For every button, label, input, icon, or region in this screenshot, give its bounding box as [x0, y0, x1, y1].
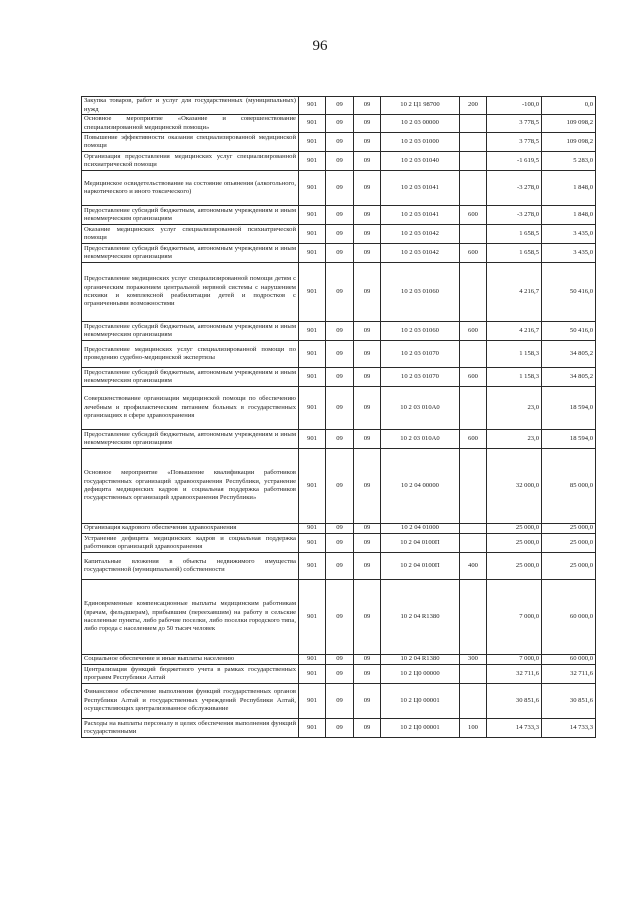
row-target-article: 10 2 03 01000: [381, 133, 460, 152]
row-name: Капитальные вложения в объекты недвижимого имущества государственной (муниципальной) собственности: [82, 553, 299, 580]
row-admin-code: 901: [299, 524, 326, 534]
row-target-article: 10 2 03 01060: [381, 322, 460, 341]
row-admin-code: 901: [299, 341, 326, 368]
table-row: [82, 684, 596, 719]
row-name: Закупка товаров, работ и услуг для государственных (муниципальных) нужд: [82, 97, 299, 115]
row-sum-1: 1 158,3: [487, 341, 542, 368]
row-sum-2: 85 000,0: [542, 449, 596, 524]
row-sum-1: 1 158,3: [487, 368, 542, 387]
row-admin-code: 901: [299, 430, 326, 449]
row-section: 09: [326, 133, 354, 152]
row-sum-2: 30 851,6: [542, 684, 596, 719]
row-sum-1: 23,0: [487, 387, 542, 430]
row-sum-1: 32 000,0: [487, 449, 542, 524]
row-subsection: 09: [354, 152, 381, 171]
row-target-article: 10 2 03 00000: [381, 115, 460, 133]
row-target-article: 10 2 03 010А0: [381, 387, 460, 430]
row-target-article: 10 2 03 01070: [381, 341, 460, 368]
row-sum-2: 34 805,2: [542, 341, 596, 368]
row-target-article: 10 2 Ц0 00001: [381, 719, 460, 738]
row-sum-1: 30 851,6: [487, 684, 542, 719]
row-section: 09: [326, 171, 354, 206]
row-admin-code: 901: [299, 115, 326, 133]
row-subsection: 09: [354, 206, 381, 225]
row-target-article: 10 2 Ц0 00001: [381, 684, 460, 719]
row-admin-code: 901: [299, 133, 326, 152]
row-sum-2: 0,0: [542, 97, 596, 115]
row-name: Централизация функций бюджетного учета в рамках государственных программ Республики Алтай: [82, 665, 299, 684]
row-sum-2: 5 283,0: [542, 152, 596, 171]
row-expense-type: 600: [460, 430, 487, 449]
row-subsection: 09: [354, 263, 381, 322]
row-subsection: 09: [354, 684, 381, 719]
row-admin-code: 901: [299, 387, 326, 430]
row-admin-code: 901: [299, 97, 326, 115]
row-target-article: 10 2 Ц1 98700: [381, 97, 460, 115]
row-expense-type: [460, 580, 487, 655]
table-row: [82, 553, 596, 580]
row-admin-code: 901: [299, 665, 326, 684]
row-section: 09: [326, 665, 354, 684]
row-admin-code: 901: [299, 449, 326, 524]
row-sum-2: 34 805,2: [542, 368, 596, 387]
row-section: 09: [326, 684, 354, 719]
row-expense-type: [460, 152, 487, 171]
table-row: [82, 665, 596, 684]
row-name: Социальное обеспечение и иные выплаты населению: [82, 655, 299, 665]
row-target-article: 10 2 03 010А0: [381, 430, 460, 449]
row-subsection: 09: [354, 665, 381, 684]
row-sum-1: -1 619,5: [487, 152, 542, 171]
row-subsection: 09: [354, 115, 381, 133]
row-subsection: 09: [354, 449, 381, 524]
row-name: Предоставление субсидий бюджетным, автономным учреждениям и иным некоммерческим организациям: [82, 206, 299, 225]
row-sum-1: -3 278,0: [487, 206, 542, 225]
row-sum-1: 32 711,6: [487, 665, 542, 684]
table-row: [82, 97, 596, 115]
table-row: [82, 133, 596, 152]
row-target-article: 10 2 03 01060: [381, 263, 460, 322]
table-row: [82, 449, 596, 524]
row-name: Предоставление субсидий бюджетным, автономным учреждениям и иным некоммерческим организациям: [82, 244, 299, 263]
row-sum-1: 23,0: [487, 430, 542, 449]
row-admin-code: 901: [299, 225, 326, 244]
row-sum-2: 109 098,2: [542, 115, 596, 133]
row-sum-1: 4 216,7: [487, 322, 542, 341]
row-subsection: 09: [354, 225, 381, 244]
row-section: 09: [326, 368, 354, 387]
row-name: Расходы на выплаты персоналу в целях обеспечения выполнения функций государственными: [82, 719, 299, 738]
table-row: [82, 322, 596, 341]
row-sum-2: 18 594,0: [542, 430, 596, 449]
row-section: 09: [326, 449, 354, 524]
row-target-article: 10 2 04 R1380: [381, 580, 460, 655]
row-section: 09: [326, 225, 354, 244]
row-expense-type: [460, 171, 487, 206]
row-admin-code: 901: [299, 368, 326, 387]
row-sum-1: 7 000,0: [487, 580, 542, 655]
row-admin-code: 901: [299, 206, 326, 225]
table-row: [82, 171, 596, 206]
row-name: Единовременные компенсационные выплаты медицинским работникам (врачам, фельдшерам), прибывшим (переехавшим) на работу в сельские населенные пункты, либо рабочие поселки, либо поселки городского типа, либо города с населением до 50 тысяч человек: [82, 580, 299, 655]
row-expense-type: 400: [460, 553, 487, 580]
row-expense-type: [460, 115, 487, 133]
row-name: Устранение дефицита медицинских кадров и социальная поддержка работников организаций здравоохранения: [82, 534, 299, 553]
row-admin-code: 901: [299, 171, 326, 206]
row-section: 09: [326, 97, 354, 115]
row-target-article: 10 2 04 00000: [381, 449, 460, 524]
table-row: [82, 152, 596, 171]
row-expense-type: 600: [460, 322, 487, 341]
row-expense-type: [460, 341, 487, 368]
row-section: 09: [326, 115, 354, 133]
row-sum-1: 25 000,0: [487, 553, 542, 580]
row-admin-code: 901: [299, 553, 326, 580]
row-sum-1: 4 216,7: [487, 263, 542, 322]
row-subsection: 09: [354, 171, 381, 206]
row-expense-type: [460, 133, 487, 152]
row-sum-1: -100,0: [487, 97, 542, 115]
row-section: 09: [326, 263, 354, 322]
row-section: 09: [326, 322, 354, 341]
table-row: [82, 655, 596, 665]
row-subsection: 09: [354, 534, 381, 553]
row-name: Основное мероприятие «Повышение квалификации работников государственных организаций здравоохранения Республики, устранение дефицита медицинских кадров и социальная поддержка работников государственных организаций здравоохранения Республики»: [82, 449, 299, 524]
row-section: 09: [326, 430, 354, 449]
table-row: [82, 719, 596, 738]
row-subsection: 09: [354, 368, 381, 387]
row-subsection: 09: [354, 719, 381, 738]
row-section: 09: [326, 387, 354, 430]
row-sum-2: 50 416,0: [542, 322, 596, 341]
row-sum-2: 25 000,0: [542, 534, 596, 553]
row-sum-2: 32 711,6: [542, 665, 596, 684]
row-name: Предоставление субсидий бюджетным, автономным учреждениям и иным некоммерческим организациям: [82, 368, 299, 387]
row-section: 09: [326, 341, 354, 368]
table-row: [82, 115, 596, 133]
row-subsection: 09: [354, 322, 381, 341]
row-target-article: 10 2 03 01041: [381, 171, 460, 206]
row-target-article: 10 2 04 R1380: [381, 655, 460, 665]
row-expense-type: [460, 449, 487, 524]
row-name: Предоставление медицинских услуг специализированной помощи детям с органическим поражением центральной нервной системы с нарушением психики и комплексной реабилитации детей и подростков с ограниченными возможностями: [82, 263, 299, 322]
row-subsection: 09: [354, 97, 381, 115]
table-row: [82, 244, 596, 263]
row-admin-code: 901: [299, 534, 326, 553]
row-subsection: 09: [354, 553, 381, 580]
row-expense-type: 100: [460, 719, 487, 738]
row-sum-2: 1 848,0: [542, 171, 596, 206]
row-subsection: 09: [354, 244, 381, 263]
row-sum-1: 7 000,0: [487, 655, 542, 665]
row-section: 09: [326, 152, 354, 171]
row-target-article: 10 2 03 01042: [381, 244, 460, 263]
row-name: Оказание медицинских услуг специализированной психиатрической помощи: [82, 225, 299, 244]
row-sum-1: 3 778,5: [487, 115, 542, 133]
row-section: 09: [326, 580, 354, 655]
row-sum-2: 3 435,0: [542, 244, 596, 263]
row-target-article: 10 2 03 01042: [381, 225, 460, 244]
table-row: [82, 206, 596, 225]
row-sum-2: 50 416,0: [542, 263, 596, 322]
row-sum-1: 1 658,5: [487, 244, 542, 263]
row-admin-code: 901: [299, 580, 326, 655]
row-target-article: 10 2 04 0100П: [381, 534, 460, 553]
row-sum-1: 3 778,5: [487, 133, 542, 152]
row-sum-2: 109 098,2: [542, 133, 596, 152]
row-admin-code: 901: [299, 152, 326, 171]
row-target-article: 10 2 Ц0 00000: [381, 665, 460, 684]
row-sum-1: 25 000,0: [487, 524, 542, 534]
row-sum-1: 14 733,3: [487, 719, 542, 738]
row-name: Повышение эффективности оказания специализированной медицинской помощи: [82, 133, 299, 152]
row-target-article: 10 2 03 01070: [381, 368, 460, 387]
row-sum-2: 25 000,0: [542, 524, 596, 534]
row-expense-type: 600: [460, 244, 487, 263]
row-expense-type: 200: [460, 97, 487, 115]
row-section: 09: [326, 655, 354, 665]
table-row: [82, 341, 596, 368]
row-name: Основное мероприятие «Оказание и совершенствование специализированной медицинской помощи»: [82, 115, 299, 133]
row-expense-type: [460, 524, 487, 534]
row-target-article: 10 2 04 0100П: [381, 553, 460, 580]
row-name: Финансовое обеспечение выполнения функций государственных органов Республики Алтай и государственных учреждений Республики Алтай, осуществляющих централизованное обслуживание: [82, 684, 299, 719]
row-expense-type: 600: [460, 368, 487, 387]
row-sum-2: 60 000,0: [542, 655, 596, 665]
row-expense-type: [460, 387, 487, 430]
table-row: [82, 580, 596, 655]
row-subsection: 09: [354, 430, 381, 449]
row-name: Совершенствование организации медицинской помощи по обеспечению лечебным и профилактическим питанием больных в государственных организациях в сфере здравоохранения: [82, 387, 299, 430]
row-admin-code: 901: [299, 655, 326, 665]
page-number: 96: [312, 38, 328, 54]
row-name: Предоставление медицинских услуг специализированной помощи по проведению судебно-медицинской экспертизы: [82, 341, 299, 368]
row-expense-type: [460, 534, 487, 553]
row-section: 09: [326, 524, 354, 534]
budget-table-body: [82, 97, 596, 738]
row-section: 09: [326, 719, 354, 738]
row-subsection: 09: [354, 387, 381, 430]
row-name: Медицинское освидетельствование на состояние опьянения (алкогольного, наркотического и иного токсического): [82, 171, 299, 206]
row-section: 09: [326, 244, 354, 263]
row-admin-code: 901: [299, 244, 326, 263]
row-section: 09: [326, 534, 354, 553]
row-sum-2: 3 435,0: [542, 225, 596, 244]
row-expense-type: [460, 684, 487, 719]
row-name: Организация кадрового обеспечения здравоохранения: [82, 524, 299, 534]
row-subsection: 09: [354, 524, 381, 534]
table-row: [82, 368, 596, 387]
row-admin-code: 901: [299, 684, 326, 719]
row-expense-type: [460, 225, 487, 244]
row-name: Организация предоставления медицинских услуг специализированной психиатрической помощи: [82, 152, 299, 171]
row-expense-type: 600: [460, 206, 487, 225]
row-name: Предоставление субсидий бюджетным, автономным учреждениям и иным некоммерческим организациям: [82, 322, 299, 341]
row-target-article: 10 2 03 01040: [381, 152, 460, 171]
table-row: [82, 263, 596, 322]
row-sum-2: 60 000,0: [542, 580, 596, 655]
table-row: [82, 534, 596, 553]
row-subsection: 09: [354, 341, 381, 368]
table-row: [82, 225, 596, 244]
table-row: [82, 387, 596, 430]
row-expense-type: [460, 263, 487, 322]
row-subsection: 09: [354, 580, 381, 655]
row-sum-2: 25 000,0: [542, 553, 596, 580]
row-section: 09: [326, 206, 354, 225]
row-expense-type: [460, 665, 487, 684]
table-row: [82, 430, 596, 449]
row-expense-type: 300: [460, 655, 487, 665]
budget-table: [81, 96, 596, 738]
row-sum-2: 18 594,0: [542, 387, 596, 430]
row-subsection: 09: [354, 133, 381, 152]
row-admin-code: 901: [299, 719, 326, 738]
row-sum-2: 14 733,3: [542, 719, 596, 738]
row-target-article: 10 2 04 01000: [381, 524, 460, 534]
row-sum-2: 1 848,0: [542, 206, 596, 225]
row-sum-1: 1 658,5: [487, 225, 542, 244]
row-target-article: 10 2 03 01041: [381, 206, 460, 225]
row-admin-code: 901: [299, 263, 326, 322]
row-name: Предоставление субсидий бюджетным, автономным учреждениям и иным некоммерческим организациям: [82, 430, 299, 449]
row-sum-1: 25 000,0: [487, 534, 542, 553]
table-row: [82, 524, 596, 534]
row-subsection: 09: [354, 655, 381, 665]
row-sum-1: -3 278,0: [487, 171, 542, 206]
row-admin-code: 901: [299, 322, 326, 341]
row-section: 09: [326, 553, 354, 580]
